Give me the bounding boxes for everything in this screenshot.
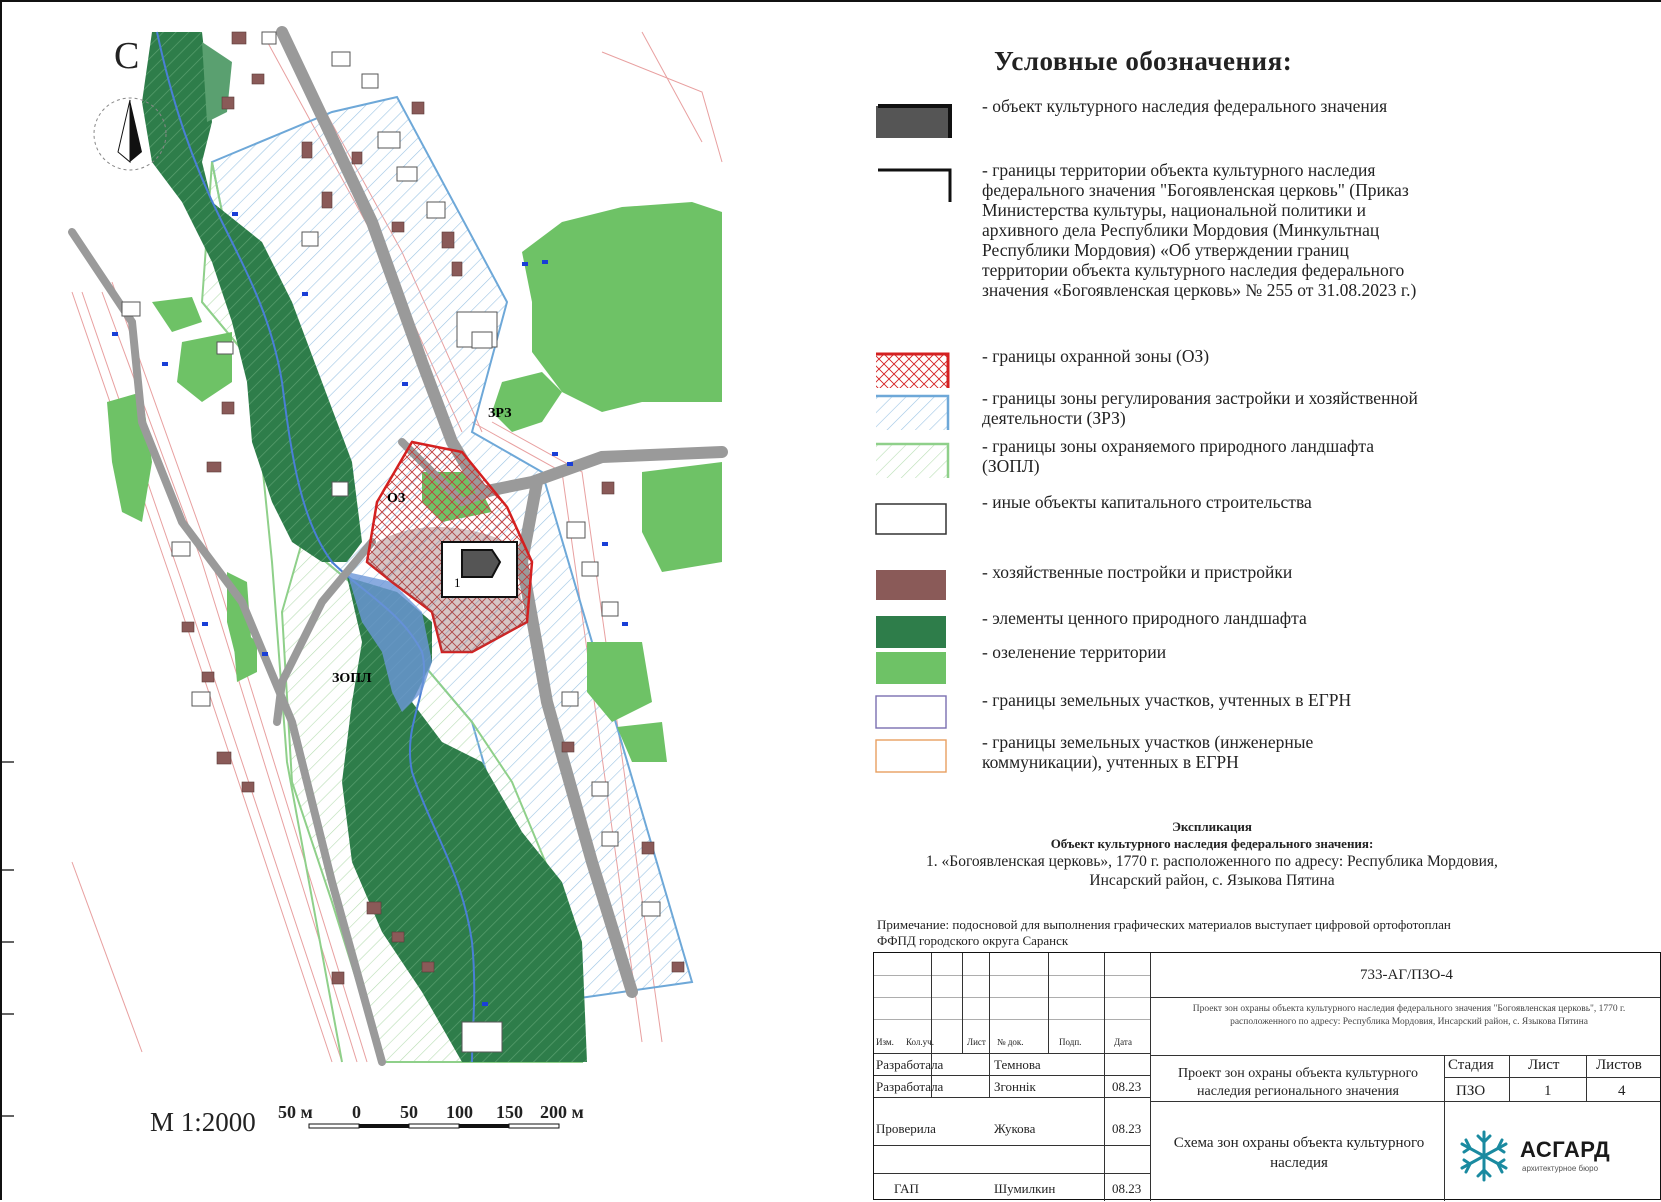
sheet-title: Схема зон охраны объекта культурного наследия xyxy=(1173,1135,1425,1171)
scalebar-label-1: 0 xyxy=(352,1102,361,1122)
project-description: Проект зон охраны объекта культурного наследия федерального значения "Богоявленская церковь", 1770 г. расположенного по адресу: Республика Мордовия, Инсарский район, с. Языкова Пятина xyxy=(1192,1004,1626,1027)
scale-bar xyxy=(278,1102,602,1142)
stamp-row-2-name: Жукова xyxy=(994,1121,1036,1136)
stamp-row-3-role: ГАП xyxy=(894,1181,919,1196)
stamp-row-3-name: Шумилкин xyxy=(994,1181,1056,1196)
legend-text-territory: - границы территории объекта культурного наследия федерального значения "Богоявленская церковь" (Приказ Министерства культуры, национальной политики и архивного дела Республики Мордовия (Минкультнац Республики Мордовия) «Об утверждении границ территории объекта культурного наследия федерального значения «Богоявленская церковь» № 255 от 31.08.2023 г.) xyxy=(982,160,1417,300)
drawing-code: 733-АГ/ПЗО-4 xyxy=(1360,967,1453,983)
legend-text-landscape: - элементы ценного природного ландшафта xyxy=(982,608,1307,628)
stamp-header-2: Лист xyxy=(967,1037,986,1047)
explication-subtitle: Объект культурного наследия федерального значения: xyxy=(1050,836,1374,851)
sheet-header: Лист xyxy=(1528,1057,1560,1073)
company-name: АСГАРД xyxy=(1520,1137,1611,1162)
stamp-row-2-date: 08.23 xyxy=(1112,1121,1142,1136)
outbuildings-swatch-icon xyxy=(874,560,964,600)
scalebar-graphic xyxy=(282,1102,602,1142)
stamp-header-3: № док. xyxy=(997,1037,1024,1047)
sheets-header: Листов xyxy=(1596,1057,1642,1073)
asgard-logo-icon xyxy=(1454,1128,1514,1184)
legend-text-zopl: - границы зоны охраняемого природного ландшафта (ЗОПЛ) xyxy=(982,436,1374,476)
project-title: Проект зон охраны объекта культурного наследия регионального значения xyxy=(1178,1066,1418,1099)
legend-text-greenery: - озеленение территории xyxy=(982,642,1167,662)
north-label: С xyxy=(114,35,140,77)
site-map xyxy=(2,2,862,1202)
label-zrz: ЗРЗ xyxy=(488,406,512,421)
stamp-row-0-name: Темнова xyxy=(994,1057,1041,1072)
label-oz: ОЗ xyxy=(387,491,406,506)
stamp-header-4: Подп. xyxy=(1059,1037,1082,1047)
oz-swatch-icon xyxy=(874,344,964,384)
legend-text-outbuildings: - хозяйственные постройки и пристройки xyxy=(982,562,1293,582)
sheet-value: 1 xyxy=(1544,1083,1552,1099)
scalebar-label-3: 100 xyxy=(446,1102,473,1122)
legend-text-buildings: - иные объекты капитального строительства xyxy=(982,492,1312,512)
legend-text-zrz: - границы зоны регулирования застройки и хозяйственной деятельности (ЗРЗ) xyxy=(982,388,1418,428)
greenery-swatch-icon xyxy=(874,640,964,680)
egrn-swatch-icon xyxy=(874,688,964,728)
stage-header: Стадия xyxy=(1448,1057,1494,1073)
stamp-row-1-date: 08.23 xyxy=(1112,1079,1142,1094)
stamp-row-1-name: Згоннік xyxy=(994,1079,1036,1094)
scalebar-label-5: 200 м xyxy=(540,1102,584,1122)
legend-text-oz: - границы охранной зоны (ОЗ) xyxy=(982,346,1210,366)
legend-title: Условные обозначения: xyxy=(994,46,1293,76)
zrz-swatch-icon xyxy=(874,386,964,426)
legend-text-egrn-eng: - границы земельных участков (инженерные коммуникации), учтенных в ЕГРН xyxy=(982,732,1314,772)
stamp-row-1-role: Разработала xyxy=(876,1079,944,1094)
explication-title: Экспликация xyxy=(1172,819,1252,834)
stage-value: ПЗО xyxy=(1456,1083,1486,1099)
explication xyxy=(862,818,1562,890)
monument xyxy=(462,550,500,577)
stamp-header-5: Дата xyxy=(1114,1037,1132,1047)
scalebar-label-0: 50 м xyxy=(278,1102,313,1122)
frame-ticks xyxy=(2,762,14,1116)
label-object-number: 1 xyxy=(454,575,461,590)
scalebar-label-2: 50 xyxy=(400,1102,418,1122)
legend-text-egrn: - границы земельных участков, учтенных в ЕГРН xyxy=(982,690,1352,710)
company-subtitle: архитектурное бюро xyxy=(1522,1164,1599,1173)
egrn-eng-swatch-icon xyxy=(874,730,964,770)
sheets-value: 4 xyxy=(1618,1083,1626,1099)
explication-item-line2: Инсарский район, с. Языкова Пятина xyxy=(1089,872,1335,889)
scale-ratio: М 1:2000 xyxy=(150,1107,256,1137)
legend-text-monument: - объект культурного наследия федерального значения xyxy=(982,96,1388,116)
stamp-row-2-role: Проверила xyxy=(876,1121,936,1136)
note: Примечание: подосновой для выполнения графических материалов выступает цифровой ортофотоплан ФФПД городского округа Саранск xyxy=(877,917,1451,948)
zopl-swatch-icon xyxy=(874,434,964,474)
label-zopl: ЗОПЛ xyxy=(332,671,372,686)
stamp-header-1: Кол.уч. xyxy=(906,1037,934,1047)
stamp-row-3-date: 08.23 xyxy=(1112,1181,1142,1196)
territory-swatch-icon xyxy=(874,158,964,198)
stamp-row-0-role: Разработала xyxy=(876,1057,944,1072)
explication-item-line1: 1. «Богоявленская церковь», 1770 г. расположенного по адресу: Республика Мордовия, xyxy=(926,853,1498,870)
buildings-swatch-icon xyxy=(874,490,964,530)
monument-swatch-icon xyxy=(874,94,964,134)
scalebar-label-4: 150 xyxy=(496,1102,523,1122)
stamp-header-0: Изм. xyxy=(876,1037,894,1047)
